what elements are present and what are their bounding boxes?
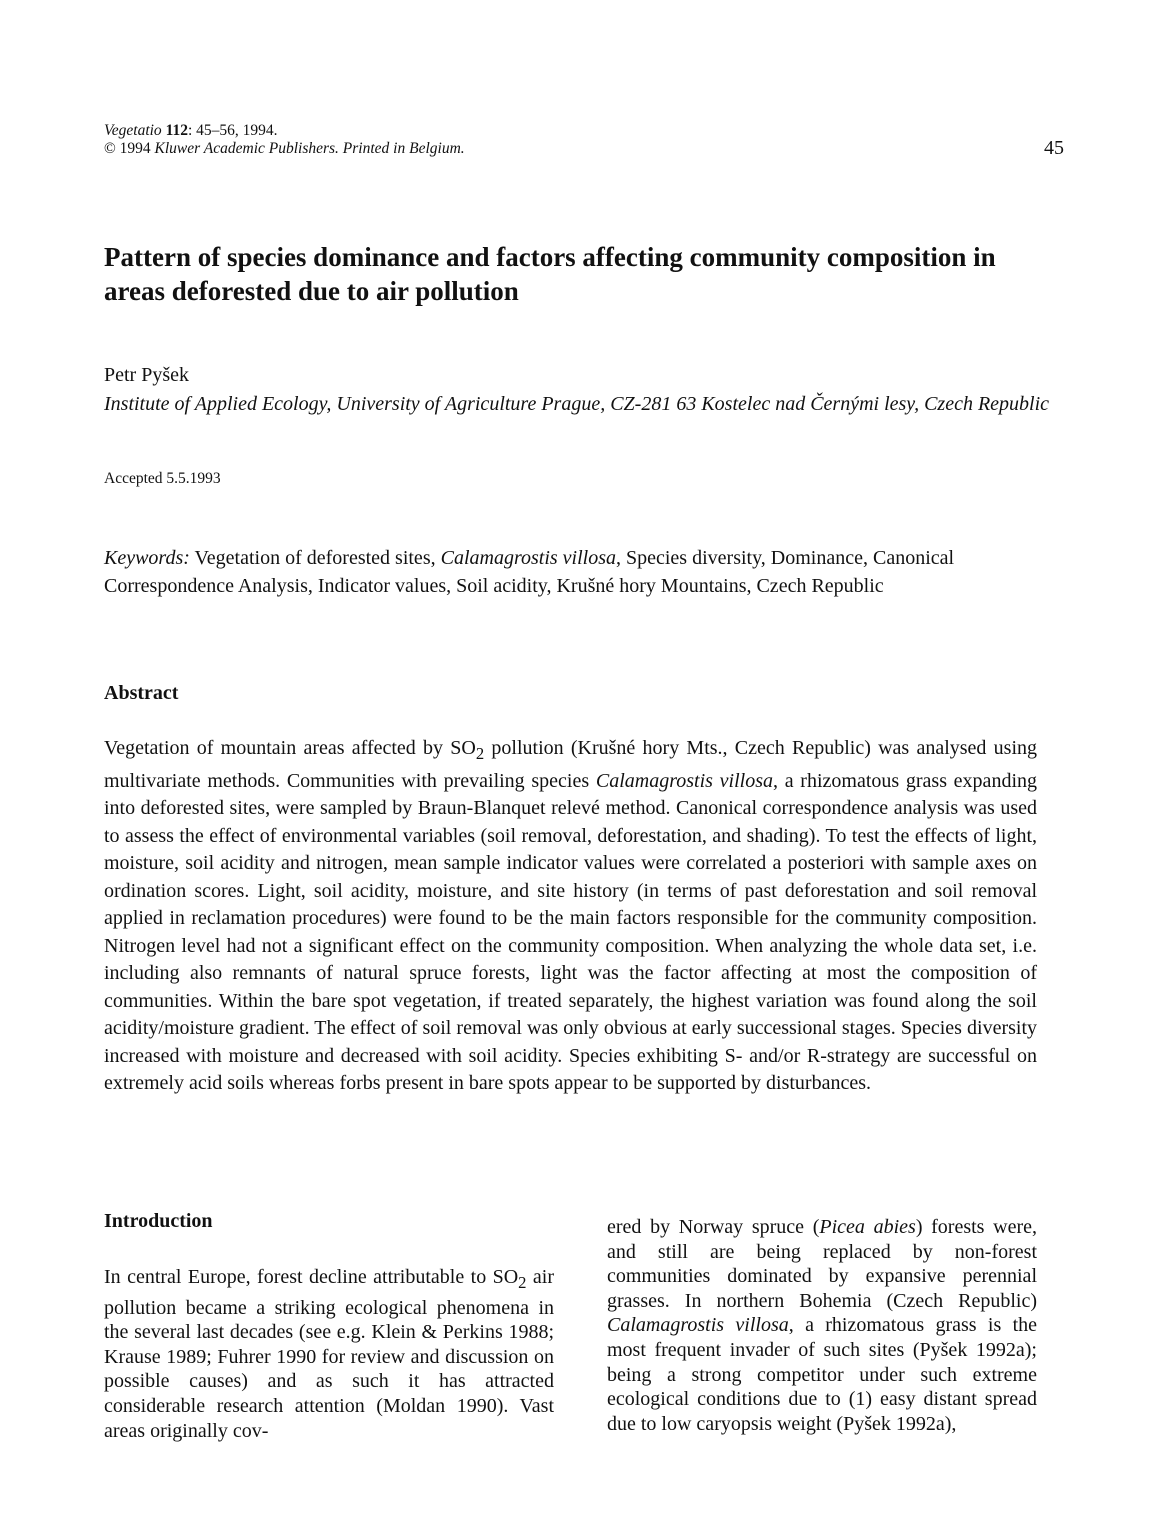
journal-pages-year: : 45–56, 1994. [187, 122, 278, 139]
intro-right-species-1: Picea abies [819, 1216, 916, 1238]
keywords-text-2: , Species diversity, Dominance, Canonical Correspondence Analysis, Indicator values, Soil acidity, Krušné hory Mountains, Czech Republic [104, 547, 955, 597]
abstract-species: Calamagrostis villosa [595, 769, 773, 792]
copyright-symbol: © [104, 140, 116, 157]
keywords-species: Calamagrostis villosa [440, 547, 616, 569]
introduction-right-column [607, 1215, 1037, 1436]
introduction-left-text [104, 1265, 554, 1443]
page-number: 45 [1044, 137, 1064, 159]
keywords-label: Keywords: [104, 547, 190, 569]
intro-right-text-3: , a rhizomatous grass is the most frequent invader of such sites (Pyšek 1992a); being a strong competitor under such extreme ecological conditions due to (1) easy distant spread due to low caryopsis weight (Pyšek 1992a), [607, 1314, 1038, 1435]
abstract-text-2: pollution (Krušné hory Mts., Czech Republic) was analysed using multivariate methods. Communities with prevailing species [104, 737, 1038, 792]
intro-left-subscript: 2 [518, 1273, 527, 1292]
intro-right-text-2: ) forests were, and still are being replaced by non-forest communities dominated by expansive perennial grasses. In northern Bohemia (Czech Republic) [607, 1216, 1037, 1312]
author-name: Petr Pyšek [104, 364, 189, 386]
introduction-right-text [607, 1215, 1037, 1436]
keywords-text-1: Vegetation of deforested sites, [189, 547, 441, 569]
abstract-text-3: , a rhizomatous grass expanding into deforested sites, were sampled by Braun-Blanquet relevé method. Canonical correspondence analysis was used to assess the effect of environmental variables (soil removal, deforestation, and shading). To test the effects of light, moisture, soil acidity and nitrogen, mean sample indicator values were correlated a posteriori with sample axes on ordination scores. Light, soil acidity, moisture, and site history (in terms of past deforestation and soil removal applied in reclamation procedures) were found to be the main factors responsible for the community composition. Nitrogen level had not a significant effect on the community composition. When analyzing the whole data set, i.e. including also remnants of natural spruce forests, light was the factor affecting at most the composition of communities. Within the bare spot vegetation, if treated separately, the highest variation was found along the soil acidity/moisture gradient. The effect of soil removal was only obvious at early successional stages. Species diversity increased with moisture and decreased with soil acidity. Species exhibiting S- and/or R-strategy are successful on extremely acid soils whereas forbs present in bare spots appear to be supported by disturbances. [104, 769, 1037, 1094]
journal-name: Vegetatio [104, 122, 162, 139]
introduction-heading: Introduction [104, 1210, 213, 1232]
abstract-subscript: 2 [475, 744, 485, 763]
journal-header [104, 122, 1064, 158]
abstract-heading: Abstract [104, 682, 179, 704]
intro-right-species-2: Calamagrostis villosa [607, 1314, 789, 1337]
abstract-body [104, 735, 1037, 1098]
abstract-text-1: Vegetation of mountain areas affected by SO [104, 737, 476, 759]
copyright-year: 1994 [115, 140, 155, 157]
journal-volume: 112 [165, 122, 188, 139]
accepted-date: Accepted 5.5.1993 [104, 470, 221, 487]
citation-line [104, 122, 1064, 140]
author-affiliation: Institute of Applied Ecology, University of Agriculture Prague, CZ-281 63 Kostelec nad Černými lesy, Czech Republic [104, 393, 1050, 415]
copyright-line [104, 140, 1064, 158]
keywords [104, 545, 1049, 600]
intro-right-text-1: ered by Norway spruce ( [607, 1216, 820, 1238]
paper-title: Pattern of species dominance and factors affecting community composition in areas deforested due to air pollution [104, 242, 996, 306]
introduction-left-column [104, 1210, 554, 1443]
publisher: Kluwer Academic Publishers. Printed in Belgium. [154, 140, 465, 157]
intro-left-text-2: air pollution became a striking ecological phenomena in the several last decades (see e.g. Klein & Perkins 1988; Krause 1989; Fuhrer 1990 for review and discussion on possible causes) and as such it has attracted considerable research attention (Moldan 1990). Vast areas originally cov- [104, 1266, 555, 1442]
intro-left-text-1: In central Europe, forest decline attributable to SO [104, 1266, 519, 1288]
